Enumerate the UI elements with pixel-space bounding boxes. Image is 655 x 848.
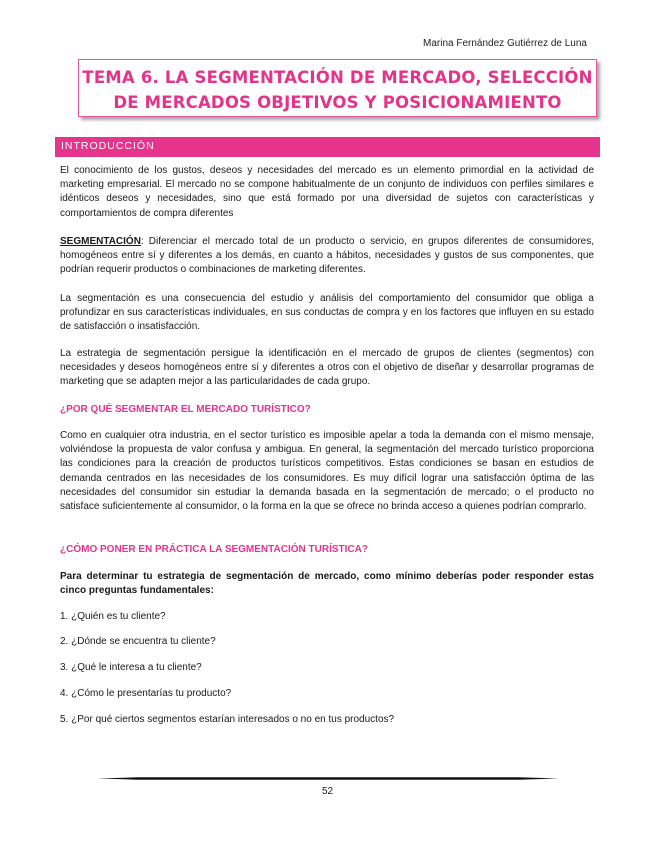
section-heading-how: ¿CÓMO PONER EN PRÁCTICA LA SEGMENTACIÓN TURÍSTICA? <box>60 544 368 555</box>
question-item: 1. ¿Quién es tu cliente? <box>60 611 166 622</box>
footer-divider <box>97 777 559 780</box>
header-author: Marina Fernández Gutiérrez de Luna <box>423 38 587 49</box>
intro-paragraph-1: El conocimiento de los gustos, deseos y necesidades del mercado es un elemento primordial en la actividad de marketing empresarial. El mercado no se compone habitualmente de un conjunto de individuos con perfiles similares e idénticos deseos y necesidades, sino que está formado por una diversidad de sujetos con características y comportamientos de compra diferentes <box>60 165 594 219</box>
section-heading-why: ¿POR QUÉ SEGMENTAR EL MERCADO TURÍSTICO? <box>60 404 311 415</box>
page-number: 52 <box>321 786 334 797</box>
chapter-title-line-2: DE MERCADOS OBJETIVOS Y POSICIONAMIENTO <box>113 93 562 112</box>
question-item: 5. ¿Por qué ciertos segmentos estarían interesados o no en tus productos? <box>60 714 395 725</box>
segmentation-term: SEGMENTACIÓN <box>60 236 141 247</box>
how-intro-paragraph: Para determinar tu estrategia de segmentación de mercado, como mínimo deberías poder responder estas cinco preguntas fundamentales: <box>60 571 594 597</box>
section-heading-introduccion: INTRODUCCIÓN <box>55 137 600 157</box>
chapter-title-box <box>78 59 597 117</box>
segmentation-definition-text: : Diferenciar el mercado total de un producto o servicio, en grupos diferentes de consumidores, homogéneos entre sí y diferentes a los demás, en cuanto a hábitos, necesidades y gustos de sus componentes, que podrían requerir productos o combinaciones de marketing diferentes. <box>60 236 594 276</box>
question-item: 2. ¿Dónde se encuentra tu cliente? <box>60 636 216 647</box>
segmentation-definition <box>60 235 594 278</box>
chapter-title-line-1: TEMA 6. LA SEGMENTACIÓN DE MERCADO, SELECCIÓN <box>82 68 593 87</box>
intro-paragraph-4: La estrategia de segmentación persigue la identificación en el mercado de grupos de clientes (segmentos) con necesidades y deseos homogéneos entre sí y diferentes a otros con el objetivo de diseñar y desarrollar programas de marketing que se adapten mejor a las particularidades de cada grupo. <box>60 348 594 388</box>
intro-paragraph-3: La segmentación es una consecuencia del estudio y análisis del comportamiento del consumidor que obliga a profundizar en sus características individuales, en sus conductas de compra y en los factores que influyen en su estado de satisfacción o insatisfacción. <box>60 293 594 333</box>
question-item: 4. ¿Cómo le presentarías tu producto? <box>60 688 232 699</box>
question-item: 3. ¿Qué le interesa a tu cliente? <box>60 662 202 673</box>
why-paragraph: Como en cualquier otra industria, en el sector turístico es imposible apelar a toda la demanda con el mismo mensaje, volviéndose la propuesta de valor confusa y ambigua. En general, la segmentación del mercado turístico proporciona las condiciones para la creación de productos turísticos competitivos. Estas condiciones se basan en estudios de demanda centrados en las necesidades de los consumidores. Es muy difícil lograr una satisfacción óptima de las necesidades del consumidor sin estudiar la demanda basada en la segmentación de mercado; o el producto no satisface suficientemente al consumidor, o la forma en la que se ofrece no brinda acceso a quienes podrían comprarlo. <box>60 430 594 513</box>
